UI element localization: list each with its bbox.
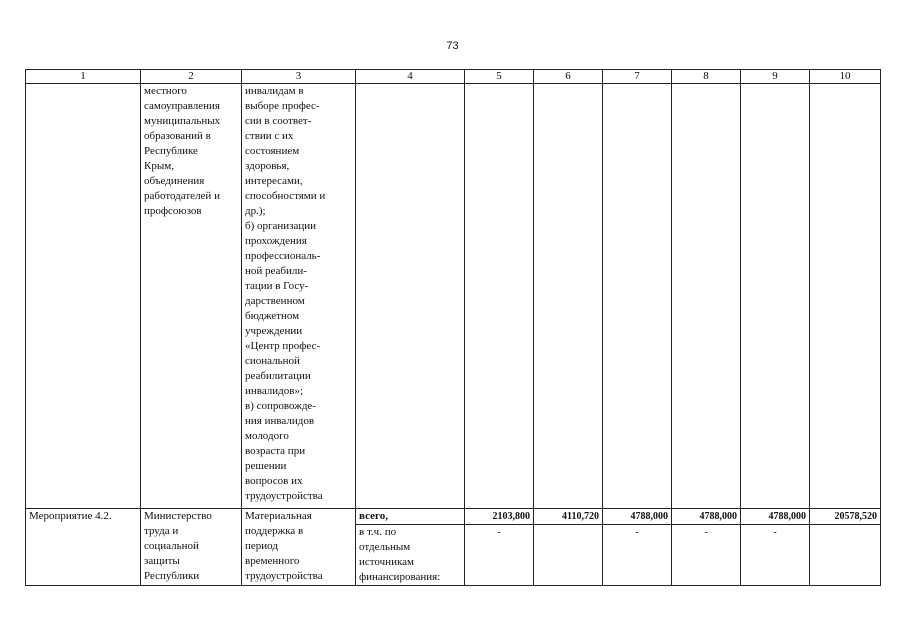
- cell-line: «Центр профес-: [245, 340, 321, 352]
- cell-line: местного: [144, 85, 187, 97]
- cell-line: в) сопровожде-: [245, 400, 316, 412]
- cell-line: выборе профес-: [245, 100, 320, 112]
- budget-table: [25, 69, 881, 586]
- total-value: 4110,720: [534, 509, 603, 525]
- cell-line: инвалидам в: [245, 85, 304, 97]
- cell-line: отдельным: [359, 541, 411, 553]
- cell-line: др.);: [245, 205, 266, 217]
- cell-line: работодателей и: [144, 190, 220, 202]
- source-value: -: [672, 525, 741, 586]
- cell-line: сиональной: [245, 355, 300, 367]
- header-cell: 9: [741, 70, 810, 84]
- cell-line: молодого: [245, 430, 289, 442]
- continued-col1: [26, 84, 141, 509]
- header-cell: 8: [672, 70, 741, 84]
- cell-line: вопросов их: [245, 475, 303, 487]
- cell-line: Материальная: [245, 510, 312, 522]
- page-number: 73: [446, 40, 459, 52]
- continued-col7: [603, 84, 672, 509]
- header-cell: 4: [356, 70, 465, 84]
- cell-line: муниципальных: [144, 115, 221, 127]
- source-value: -: [465, 525, 534, 586]
- cell-line: инвалидов»;: [245, 385, 304, 397]
- total-value: 2103,800: [465, 509, 534, 525]
- cell-line: ствии с их: [245, 130, 294, 142]
- cell-line: б) организации: [245, 220, 317, 232]
- continued-col10: [810, 84, 881, 509]
- continued-col5: [465, 84, 534, 509]
- continued-col3: [242, 84, 356, 509]
- continued-col9: [741, 84, 810, 509]
- total-value: 4788,000: [672, 509, 741, 525]
- cell-line: ной реабили-: [245, 265, 307, 277]
- cell-line: защиты: [144, 555, 180, 567]
- measure-agency: [141, 509, 242, 586]
- cell-line: объединения: [144, 175, 205, 187]
- source-label: [356, 525, 465, 586]
- cell-line: социальной: [144, 540, 199, 552]
- cell-line: профессиональ-: [245, 250, 321, 262]
- header-cell: 6: [534, 70, 603, 84]
- measure-description: [242, 509, 356, 586]
- cell-line: учреждении: [245, 325, 303, 337]
- cell-line: состоянием: [245, 145, 300, 157]
- cell-line: период: [245, 540, 278, 552]
- cell-line: Крым,: [144, 160, 174, 172]
- cell-line: образований в: [144, 130, 211, 142]
- cell-line: финансирования:: [359, 571, 441, 583]
- cell-line: возраста при: [245, 445, 306, 457]
- continued-col4: [356, 84, 465, 509]
- cell-line: интересами,: [245, 175, 303, 187]
- cell-line: самоуправления: [144, 100, 220, 112]
- cell-line: способностями и: [245, 190, 326, 202]
- cell-line: трудоустройства: [245, 570, 323, 582]
- cell-line: сии в соответ-: [245, 115, 312, 127]
- cell-line: Министерство: [144, 510, 212, 522]
- cell-line: Республики: [144, 570, 200, 582]
- cell-line: бюджетном: [245, 310, 300, 322]
- continued-col6: [534, 84, 603, 509]
- source-value: -: [603, 525, 672, 586]
- cell-line: труда и: [144, 525, 179, 537]
- measure-title: Мероприятие 4.2.: [26, 509, 141, 586]
- header-cell: 5: [465, 70, 534, 84]
- cell-line: профсоюзов: [144, 205, 202, 217]
- continued-col2: [141, 84, 242, 509]
- cell-line: трудоустройства: [245, 490, 323, 502]
- cell-line: Республике: [144, 145, 198, 157]
- cell-line: временного: [245, 555, 300, 567]
- continued-row: [26, 84, 881, 509]
- cell-line: источникам: [359, 556, 414, 568]
- header-cell: 1: [26, 70, 141, 84]
- source-value: [810, 525, 881, 586]
- cell-line: решении: [245, 460, 287, 472]
- total-value: 4788,000: [741, 509, 810, 525]
- cell-line: тации в Госу-: [245, 280, 309, 292]
- source-value: -: [741, 525, 810, 586]
- cell-line: здоровья,: [245, 160, 290, 172]
- continued-col8: [672, 84, 741, 509]
- source-value: [534, 525, 603, 586]
- measure-row-total: [26, 509, 881, 525]
- header-row: [26, 70, 881, 84]
- cell-line: прохождения: [245, 235, 307, 247]
- total-label: всего,: [356, 509, 465, 525]
- total-value: 20578,520: [810, 509, 881, 525]
- header-cell: 3: [242, 70, 356, 84]
- header-cell: 10: [810, 70, 881, 84]
- cell-line: дарственном: [245, 295, 305, 307]
- header-cell: 2: [141, 70, 242, 84]
- total-value: 4788,000: [603, 509, 672, 525]
- cell-line: реабилитации: [245, 370, 311, 382]
- cell-line: ния инвалидов: [245, 415, 315, 427]
- cell-line: в т.ч. по: [359, 526, 397, 538]
- header-cell: 7: [603, 70, 672, 84]
- cell-line: поддержка в: [245, 525, 304, 537]
